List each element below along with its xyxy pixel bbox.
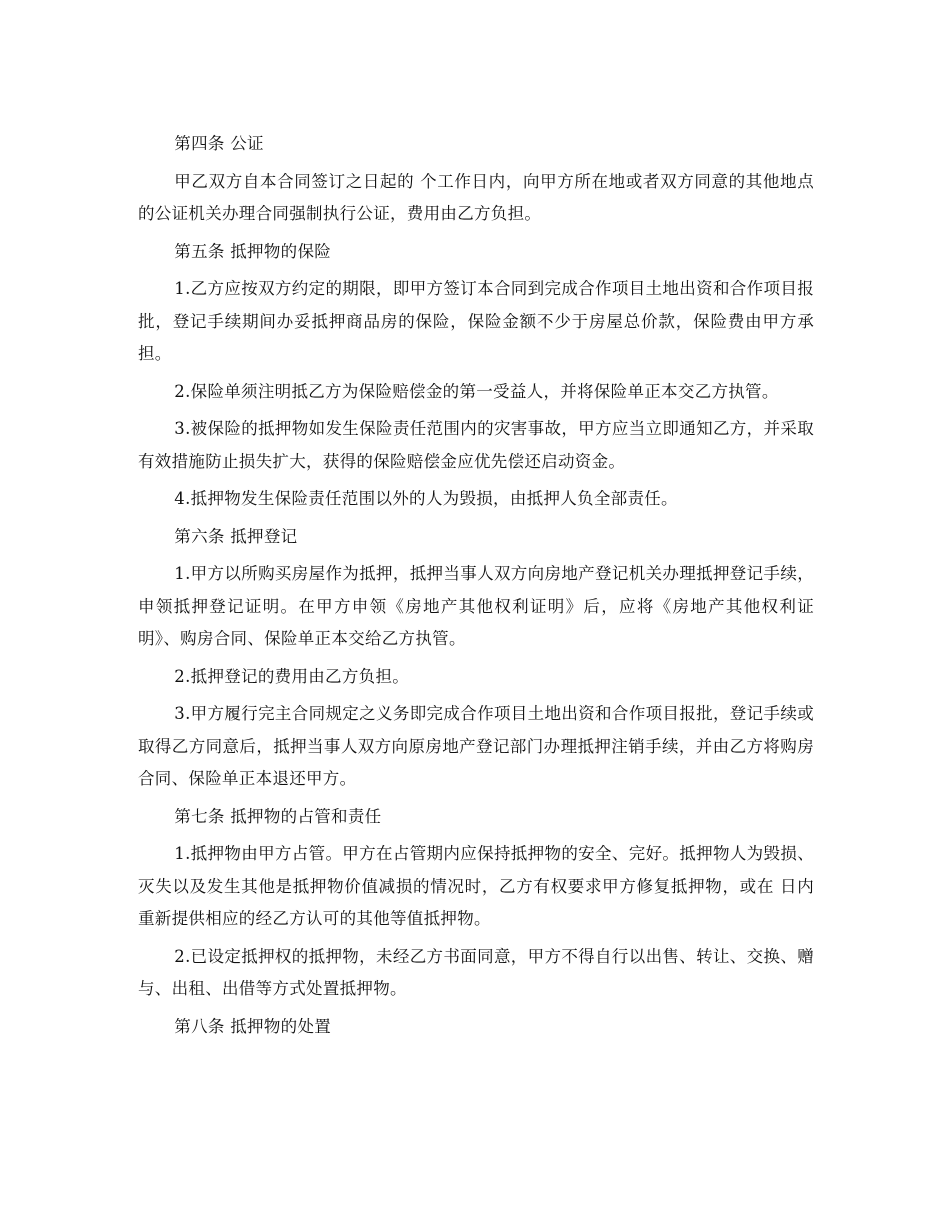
article-7-heading: 第七条 抵押物的占管和责任 (174, 806, 382, 826)
article-4-heading: 第四条 公证 (174, 134, 264, 153)
article-4-paragraph: 甲乙双方自本合同签订之日起的 个工作日内，向甲方所在地或者双方同意的其他地点的公证机关办理合同强制执行公证，费用由乙方负担。 (138, 171, 814, 223)
article-7-clause-1: 1.抵押物由甲方占管。甲方在占管期内应保持抵押物的安全、完好。抵押物人为毁损、灭失以及发生其他是抵押物价值减损的情况时，乙方有权要求甲方修复抵押物，或在 日内重新提供相应的经乙方认可的其他等值抵押物。 (138, 844, 814, 928)
article-5-clause-4: 4.抵押物发生保险责任范围以外的人为毁损，由抵押人负全部责任。 (174, 489, 678, 508)
article-5-clause-3: 3.被保险的抵押物如发生保险责任范围内的灾害事故，甲方应当立即通知乙方，并采取有效措施防止损失扩大，获得的保险赔偿金应优先偿还启动资金。 (138, 419, 814, 471)
article-5-heading: 第五条 抵押物的保险 (174, 241, 332, 261)
article-6-clause-3: 3.甲方履行完主合同规定之义务即完成合作项目土地出资和合作项目报批，登记手续或取得乙方同意后，抵押当事人双方向原房地产登记部门办理抵押注销手续，并由乙方将购房合同、保险单正本退还甲方。 (138, 704, 814, 788)
article-8-heading: 第八条 抵押物的处置 (174, 1016, 332, 1036)
article-7-clause-2: 2.已设定抵押权的抵押物，未经乙方书面同意，甲方不得自行以出售、转让、交换、赠与、出租、出借等方式处置抵押物。 (138, 946, 814, 998)
article-5-clause-1: 1.乙方应按双方约定的期限，即甲方签订本合同到完成合作项目土地出资和合作项目报批，登记手续期间办妥抵押商品房的保险，保险金额不少于房屋总价款，保险费由甲方承担。 (138, 279, 814, 363)
article-6-heading: 第六条 抵押登记 (174, 526, 298, 546)
document-body (138, 128, 814, 1048)
article-5-clause-2: 2.保险单须注明抵乙方为保险赔偿金的第一受益人，并将保险单正本交乙方执管。 (174, 381, 779, 401)
article-6-clause-1: 1.甲方以所购买房屋作为抵押，抵押当事人双方向房地产登记机关办理抵押登记手续，申领抵押登记证明。在甲方申领《房地产其他权利证明》后，应将《房地产其他权利证明》、购房合同、保险单正本交给乙方执管。 (138, 564, 814, 648)
article-6-clause-2: 2.抵押登记的费用由乙方负担。 (174, 666, 410, 686)
